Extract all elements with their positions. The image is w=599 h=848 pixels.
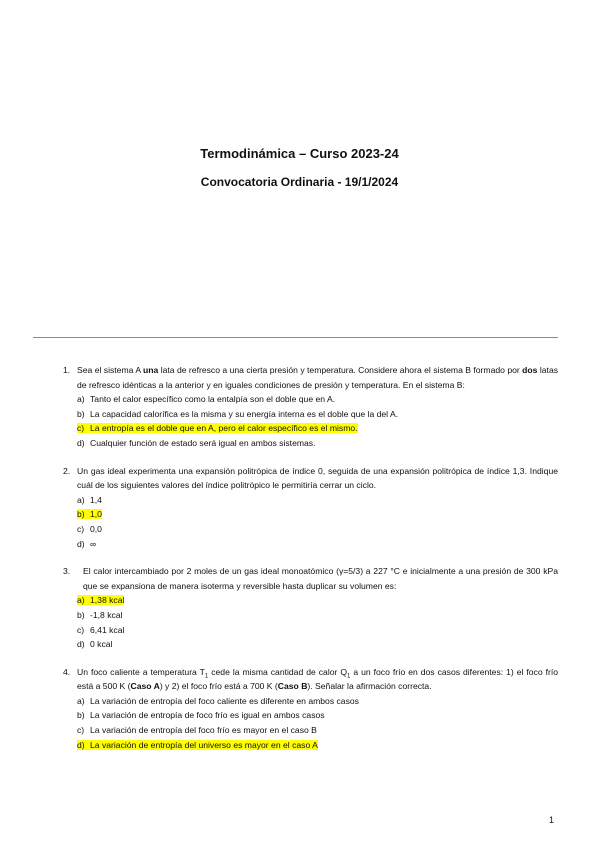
question-3 [63, 564, 558, 652]
answer-option-d [77, 436, 558, 451]
option-letter: a) [77, 695, 85, 706]
option-text: La variación de entropía del foco caliente es diferente en ambos casos [90, 695, 359, 706]
option-text: 1,0 [90, 509, 102, 520]
option-letter: b) [77, 710, 85, 721]
question-text [63, 665, 558, 694]
question-text-bold: dos [522, 365, 538, 375]
option-text: La capacidad calorífica es la misma y su energía interna es el doble que la del A. [90, 408, 399, 419]
question-1 [63, 363, 558, 451]
question-text [63, 363, 558, 392]
question-text-bold: Caso B [277, 681, 308, 692]
option-letter: a) [77, 494, 85, 505]
question-text-part: cede la misma cantidad de calor Q [208, 666, 348, 677]
question-text-bold: Caso A [130, 681, 160, 692]
document-header [0, 146, 599, 189]
option-text: 0,0 [90, 523, 102, 534]
answer-option-a [77, 493, 558, 508]
option-text: 1,4 [90, 494, 102, 505]
answer-options [63, 392, 558, 450]
answer-option-b-correct [77, 507, 558, 522]
question-number: 1. [63, 365, 71, 375]
option-letter: b) [77, 609, 85, 620]
question-text-bold: una [143, 365, 159, 375]
answer-option-c [77, 623, 558, 638]
option-letter: a) [77, 595, 85, 606]
question-text-part: a un foco frío en dos casos diferentes: 1) el foco frío está a 500 K ( [77, 666, 558, 692]
option-letter: c) [77, 423, 85, 434]
option-letter: b) [77, 509, 85, 520]
option-letter: d) [77, 739, 85, 750]
option-letter: c) [77, 725, 85, 736]
subscript: 1 [347, 673, 351, 680]
question-text: El calor intercambiado por 2 moles de un gas ideal monoatómico (γ=5/3) a 227 °C e inicialmente a una presión de 300 kPa que se expansiona de manera isoterma y reversible hasta duplicar su volumen es: [83, 566, 558, 591]
answer-option-b [77, 608, 558, 623]
answer-option-c [77, 723, 558, 738]
subscript: 1 [204, 673, 209, 680]
option-letter: d) [77, 538, 85, 549]
answer-option-c [77, 522, 558, 537]
question-number: 3. [63, 566, 71, 577]
option-text: Tanto el calor específico como la entalpía son el doble que en A. [90, 394, 336, 405]
document-subtitle: Convocatoria Ordinaria - 19/1/2024 [200, 175, 399, 189]
answer-option-d [77, 637, 558, 652]
question-text-part: Un foco caliente a temperatura T [77, 666, 205, 677]
option-text: ∞ [90, 538, 97, 549]
answer-options [63, 493, 558, 551]
horizontal-divider [33, 337, 558, 338]
answer-options [63, 694, 558, 752]
page-number: 1 [549, 815, 555, 825]
option-text: 6,41 kcal [90, 624, 125, 635]
option-letter: b) [77, 408, 85, 419]
option-text: 1,38 kcal [90, 595, 125, 606]
answer-options [63, 593, 558, 651]
answer-option-d [77, 537, 558, 552]
answer-option-a [77, 694, 558, 709]
question-2 [63, 464, 558, 552]
document-title: Termodinámica – Curso 2023-24 [200, 146, 399, 161]
option-letter: d) [77, 437, 85, 448]
question-4 [63, 665, 558, 753]
question-text-part: Sea el sistema A [77, 365, 144, 375]
question-text-part: ). Señalar la afirmación correcta. [307, 681, 432, 692]
question-list [63, 363, 558, 765]
answer-option-c-correct [77, 421, 558, 436]
option-text: Cualquier función de estado será igual en ambos sistemas. [90, 437, 316, 448]
question-number: 2. [63, 465, 71, 476]
answer-option-a-correct [77, 593, 558, 608]
option-text: La variación de entropía del universo es mayor en el caso A [90, 739, 318, 750]
option-text: La variación de entropía de foco frío es igual en ambos casos [90, 710, 325, 721]
option-text: La entropía es el doble que en A, pero el calor específico es el mismo. [90, 423, 358, 434]
answer-option-d-correct [77, 738, 558, 753]
option-letter: c) [77, 624, 85, 635]
option-letter: a) [77, 394, 85, 405]
answer-option-b [77, 708, 558, 723]
question-text-part: ) y 2) el foco frío está a 700 K ( [159, 681, 278, 692]
option-letter: c) [77, 523, 85, 534]
question-text-part: lata de refresco a una cierta presión y temperatura. Considere ahora el sistema B formado por [158, 365, 523, 375]
answer-option-b [77, 407, 558, 422]
option-text: 0 kcal [90, 639, 113, 650]
question-text: Un gas ideal experimenta una expansión politrópica de índice 0, seguida de una expansión politrópica de índice 1,3. Indique cuál de los siguientes valores del índice politrópico le permitiría cerrar un ciclo. [77, 465, 558, 491]
question-text-part: latas de refresco idénticas a la anterior y en iguales condiciones de presión y temperatura. En el sistema B: [77, 365, 559, 390]
question-number: 4. [63, 666, 71, 677]
answer-option-a [77, 392, 558, 407]
option-text: La variación de entropía del foco frío es mayor en el caso B [90, 725, 317, 736]
option-letter: d) [77, 639, 85, 650]
option-text: -1,8 kcal [90, 609, 123, 620]
